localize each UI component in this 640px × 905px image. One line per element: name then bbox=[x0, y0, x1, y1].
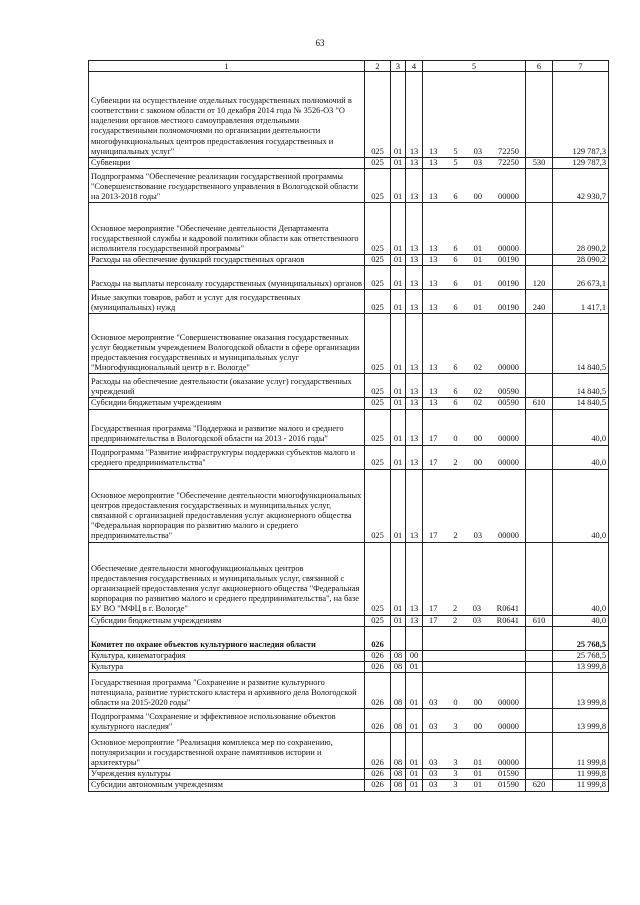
section-code-cell: 01 bbox=[391, 158, 406, 169]
target-article-part: 3 bbox=[453, 780, 458, 790]
target-article-part: 03 bbox=[473, 146, 482, 156]
target-article-part: 03 bbox=[473, 158, 482, 167]
target-article-cell bbox=[423, 158, 526, 169]
page-number: 63 bbox=[315, 38, 325, 48]
item-name-cell: Расходы на обеспечение деятельности (оказание услуг) государственных учреждений bbox=[89, 374, 365, 398]
target-article-part: 03 bbox=[429, 780, 438, 790]
expense-type-cell bbox=[526, 374, 553, 398]
amount-cell: 40,0 bbox=[553, 542, 609, 615]
amount-cell: 40,0 bbox=[553, 409, 609, 445]
section-code-cell: 08 bbox=[391, 662, 406, 673]
target-article-cell bbox=[423, 469, 526, 542]
target-article-part: 00000 bbox=[498, 531, 519, 541]
target-article-code bbox=[425, 458, 523, 468]
item-name-cell: Государственная программа "Сохранение и развитие культурного потенциала, развитие туристского кластера и архивного дела Вологодской области на 2015-2020 годы" bbox=[89, 673, 365, 709]
target-article-code bbox=[425, 255, 523, 265]
target-article-cell bbox=[423, 314, 526, 374]
expense-type-cell bbox=[526, 255, 553, 266]
subsection-code-cell: 13 bbox=[406, 615, 423, 626]
target-article-part: 5 bbox=[453, 158, 458, 167]
item-name-cell: Основное мероприятие "Обеспечение деятельности Департамента государственной службы и кадровой политики области как ответственного исполнителя государственной программы" bbox=[89, 203, 365, 255]
table-row bbox=[89, 255, 609, 266]
target-article-part: 00000 bbox=[498, 363, 519, 373]
expense-type-cell bbox=[526, 673, 553, 709]
target-article-code bbox=[425, 758, 523, 768]
item-name-cell: Основное мероприятие "Совершенствование оказания государственных услуг бюджетным учреждением Вологодской области в сфере организации предоставления государственных и муниципальных услуг "Многофункциональный центр в г. Вологде" bbox=[89, 314, 365, 374]
table-row bbox=[89, 662, 609, 673]
target-article-cell bbox=[423, 709, 526, 733]
amount-cell: 14 840,5 bbox=[553, 374, 609, 398]
table-row bbox=[89, 626, 609, 650]
target-article-part: 03 bbox=[472, 615, 482, 625]
target-article-code bbox=[425, 279, 523, 289]
table-row bbox=[89, 169, 609, 203]
amount-cell: 11 999,8 bbox=[553, 733, 609, 769]
expense-type-cell: 610 bbox=[526, 615, 553, 626]
target-article-part: 13 bbox=[429, 146, 438, 156]
target-article-cell bbox=[423, 203, 526, 255]
section-code-cell: 01 bbox=[391, 290, 406, 314]
target-article-part: 01 bbox=[473, 303, 482, 313]
target-article-code bbox=[425, 158, 523, 168]
ministry-code-cell: 025 bbox=[365, 445, 391, 469]
item-name-cell: Субвенции bbox=[89, 158, 365, 169]
table-row bbox=[89, 615, 609, 626]
amount-cell: 14 840,5 bbox=[553, 314, 609, 374]
target-article-code bbox=[425, 604, 523, 614]
header-cell: 3 bbox=[391, 61, 406, 72]
target-article-part: 00590 bbox=[498, 387, 519, 397]
target-article-part: 00000 bbox=[498, 458, 519, 468]
target-article-cell bbox=[423, 398, 526, 409]
subsection-code-cell: 13 bbox=[406, 445, 423, 469]
header-cell: 2 bbox=[365, 61, 391, 72]
subsection-code-cell: 13 bbox=[406, 290, 423, 314]
target-article-part: 6 bbox=[453, 255, 458, 265]
target-article-cell bbox=[423, 445, 526, 469]
section-code-cell: 01 bbox=[391, 266, 406, 290]
amount-cell: 129 787,3 bbox=[553, 158, 609, 169]
section-code-cell: 08 bbox=[391, 769, 406, 780]
subsection-code-cell: 01 bbox=[406, 673, 423, 709]
target-article-part: 00 bbox=[473, 434, 482, 444]
amount-cell: 40,0 bbox=[553, 469, 609, 542]
target-article-code bbox=[425, 698, 523, 708]
expense-type-cell bbox=[526, 626, 553, 650]
target-article-part: 01 bbox=[473, 758, 482, 768]
item-name-cell: Обеспечение деятельности многофункциональных центров предоставления государственных и муниципальных услуг, связанной с организацией предоставления услуг акционерного общества "Федеральная корпорация по развитию малого и среднего предпринимательства", на базе БУ ВО "МФЦ в г. Вологде" bbox=[89, 542, 365, 615]
table-row bbox=[89, 314, 609, 374]
target-article-part: 0 bbox=[453, 698, 458, 708]
table-body bbox=[89, 72, 609, 792]
target-article-part: 00190 bbox=[498, 303, 519, 313]
target-article-part: 3 bbox=[453, 758, 458, 768]
target-article-part: 00190 bbox=[498, 279, 519, 289]
section-code-cell: 01 bbox=[391, 314, 406, 374]
expense-type-cell: 610 bbox=[526, 398, 553, 409]
target-article-cell bbox=[423, 733, 526, 769]
section-code-cell: 08 bbox=[391, 650, 406, 661]
table-row bbox=[89, 290, 609, 314]
ministry-code-cell: 026 bbox=[365, 662, 391, 673]
target-article-cell bbox=[423, 266, 526, 290]
section-code-cell: 08 bbox=[391, 780, 406, 791]
table-row bbox=[89, 709, 609, 733]
target-article-part: 03 bbox=[429, 698, 438, 708]
item-name-cell: Субвенции на осуществление отдельных государственных полномочий в соответствии с законом области от 10 декабря 2014 года № 3526-ОЗ "О наделении органов местного самоуправления отдельными государственными полномочиями по организации деятельности многофункциональных центров предоставления государственных и муниципальных услуг" bbox=[89, 72, 365, 158]
header-cell: 5 bbox=[423, 61, 526, 72]
table-row bbox=[89, 266, 609, 290]
item-name-cell: Расходы на обеспечение функций государственных органов bbox=[89, 255, 365, 266]
expense-type-cell bbox=[526, 709, 553, 733]
target-article-part: 01590 bbox=[498, 769, 519, 779]
target-article-part: 00000 bbox=[498, 698, 519, 708]
target-article-part: 6 bbox=[453, 279, 458, 289]
ministry-code-cell: 025 bbox=[365, 542, 391, 615]
item-name-cell: Культура bbox=[89, 662, 365, 673]
table-row bbox=[89, 203, 609, 255]
header-cell: 6 bbox=[526, 61, 553, 72]
expense-type-cell bbox=[526, 203, 553, 255]
target-article-part: 2 bbox=[452, 604, 458, 614]
target-article-part: 03 bbox=[429, 722, 438, 732]
target-article-part: 6 bbox=[453, 192, 458, 201]
ministry-code-cell: 025 bbox=[365, 314, 391, 374]
section-code-cell: 01 bbox=[391, 72, 406, 158]
expense-type-cell: 620 bbox=[526, 780, 553, 791]
target-article-part: 03 bbox=[429, 758, 438, 768]
target-article-part: 03 bbox=[429, 769, 438, 779]
target-article-part: 13 bbox=[429, 363, 438, 373]
ministry-code-cell: 026 bbox=[365, 780, 391, 791]
target-article-part: 17 bbox=[429, 615, 438, 625]
amount-cell: 42 930,7 bbox=[553, 169, 609, 203]
section-code-cell: 01 bbox=[391, 445, 406, 469]
table-row bbox=[89, 445, 609, 469]
target-article-cell bbox=[423, 290, 526, 314]
subsection-code-cell: 13 bbox=[406, 409, 423, 445]
subsection-code-cell: 01 bbox=[406, 769, 423, 780]
ministry-code-cell: 025 bbox=[365, 158, 391, 169]
table-row bbox=[89, 409, 609, 445]
target-article-part: 00000 bbox=[498, 758, 519, 768]
header-cell: 7 bbox=[553, 61, 609, 72]
target-article-part: 0 bbox=[453, 434, 458, 444]
expense-type-cell bbox=[526, 650, 553, 661]
target-article-part: 13 bbox=[429, 255, 438, 265]
target-article-code bbox=[425, 147, 523, 157]
target-article-part: 03 bbox=[473, 531, 482, 541]
target-article-part: 72250 bbox=[498, 146, 519, 156]
target-article-part: 01 bbox=[473, 255, 482, 265]
expense-type-cell bbox=[526, 469, 553, 542]
target-article-part: 03 bbox=[472, 604, 482, 614]
target-article-part: 72250 bbox=[498, 158, 519, 167]
item-name-cell: Основное мероприятие "Обеспечение деятельности многофункциональных центров предоставления государственных и муниципальных услуг, связанной с организацией предоставления услуг акционерного общества "Федеральная корпорация по развитию малого и среднего предпринимательства" bbox=[89, 469, 365, 542]
ministry-code-cell: 025 bbox=[365, 290, 391, 314]
target-article-part: 13 bbox=[429, 158, 438, 167]
target-article-part: 2 bbox=[453, 458, 458, 468]
target-article-cell bbox=[423, 72, 526, 158]
target-article-part: 00190 bbox=[498, 255, 519, 265]
amount-cell: 25 768,5 bbox=[553, 626, 609, 650]
target-article-part: 5 bbox=[453, 146, 458, 156]
item-name-cell: Субсидии бюджетным учреждениям bbox=[89, 398, 365, 409]
table-header-row bbox=[89, 61, 609, 72]
expense-type-cell bbox=[526, 542, 553, 615]
expense-type-cell bbox=[526, 733, 553, 769]
expense-type-cell bbox=[526, 72, 553, 158]
ministry-code-cell: 026 bbox=[365, 673, 391, 709]
amount-cell: 40,0 bbox=[553, 615, 609, 626]
target-article-part: 01 bbox=[473, 244, 482, 253]
item-name-cell: Подпрограмма "Обеспечение реализации государственной программы "Совершенствование государственного управления в Вологодской области на 2013-2018 годы" bbox=[89, 169, 365, 203]
target-article-part: 13 bbox=[429, 244, 438, 253]
amount-cell: 40,0 bbox=[553, 445, 609, 469]
table-row bbox=[89, 469, 609, 542]
target-article-cell bbox=[423, 673, 526, 709]
target-article-cell bbox=[423, 769, 526, 780]
table-row bbox=[89, 769, 609, 780]
subsection-code-cell: 13 bbox=[406, 542, 423, 615]
target-article-part: 6 bbox=[453, 363, 458, 373]
subsection-code-cell: 01 bbox=[406, 662, 423, 673]
target-article-part: 00590 bbox=[498, 398, 519, 408]
expense-type-cell: 120 bbox=[526, 266, 553, 290]
table-row bbox=[89, 158, 609, 169]
section-code-cell: 08 bbox=[391, 733, 406, 769]
item-name-cell: Учреждения культуры bbox=[89, 769, 365, 780]
target-article-part: 3 bbox=[453, 769, 458, 779]
header-cell: 4 bbox=[406, 61, 423, 72]
ministry-code-cell: 025 bbox=[365, 203, 391, 255]
section-code-cell: 01 bbox=[391, 374, 406, 398]
expense-type-cell bbox=[526, 169, 553, 203]
target-article-part: 01 bbox=[473, 769, 482, 779]
target-article-code bbox=[425, 434, 523, 444]
subsection-code-cell: 13 bbox=[406, 255, 423, 266]
target-article-part: 01 bbox=[473, 780, 482, 790]
amount-cell: 26 673,1 bbox=[553, 266, 609, 290]
header-cell: 1 bbox=[89, 61, 365, 72]
section-code-cell bbox=[391, 626, 406, 650]
table-row bbox=[89, 733, 609, 769]
target-article-part: 02 bbox=[473, 398, 482, 408]
target-article-part: 13 bbox=[429, 387, 438, 397]
item-name-cell: Культура, кинематография bbox=[89, 650, 365, 661]
target-article-part: 00000 bbox=[498, 192, 519, 201]
table-row bbox=[89, 374, 609, 398]
subsection-code-cell: 13 bbox=[406, 169, 423, 203]
section-code-cell: 01 bbox=[391, 169, 406, 203]
ministry-code-cell: 025 bbox=[365, 469, 391, 542]
budget-table bbox=[88, 60, 609, 792]
target-article-cell bbox=[423, 615, 526, 626]
ministry-code-cell: 025 bbox=[365, 266, 391, 290]
amount-cell: 1 417,1 bbox=[553, 290, 609, 314]
ministry-code-cell: 026 bbox=[365, 626, 391, 650]
target-article-code bbox=[425, 303, 523, 313]
target-article-part: R0641 bbox=[496, 604, 519, 614]
target-article-part: 17 bbox=[429, 458, 438, 468]
table-row bbox=[89, 650, 609, 661]
amount-cell: 14 840,5 bbox=[553, 398, 609, 409]
subsection-code-cell: 00 bbox=[406, 650, 423, 661]
target-article-cell bbox=[423, 626, 526, 650]
subsection-code-cell: 01 bbox=[406, 709, 423, 733]
target-article-part: 6 bbox=[453, 398, 458, 408]
expense-type-cell: 240 bbox=[526, 290, 553, 314]
target-article-part: 6 bbox=[453, 387, 458, 397]
expense-type-cell bbox=[526, 769, 553, 780]
subsection-code-cell: 13 bbox=[406, 469, 423, 542]
amount-cell: 28 090,2 bbox=[553, 203, 609, 255]
target-article-part: 13 bbox=[429, 192, 438, 201]
ministry-code-cell: 026 bbox=[365, 769, 391, 780]
target-article-code bbox=[425, 769, 523, 779]
ministry-code-cell: 025 bbox=[365, 615, 391, 626]
target-article-code bbox=[425, 387, 523, 397]
subsection-code-cell: 13 bbox=[406, 72, 423, 158]
item-name-cell: Субсидии бюджетным учреждениям bbox=[89, 615, 365, 626]
target-article-part: 00000 bbox=[498, 722, 519, 732]
section-code-cell: 01 bbox=[391, 255, 406, 266]
target-article-part: 02 bbox=[473, 363, 482, 373]
item-name-cell: Основное мероприятие "Реализация комплекса мер по сохранению, популяризации и государственной охране памятников истории и архитектуры" bbox=[89, 733, 365, 769]
subsection-code-cell: 13 bbox=[406, 374, 423, 398]
target-article-part: 01 bbox=[473, 279, 482, 289]
section-code-cell: 01 bbox=[391, 469, 406, 542]
target-article-code bbox=[425, 192, 523, 202]
subsection-code-cell: 01 bbox=[406, 733, 423, 769]
section-code-cell: 01 bbox=[391, 409, 406, 445]
ministry-code-cell: 026 bbox=[365, 709, 391, 733]
section-code-cell: 01 bbox=[391, 398, 406, 409]
item-name-cell: Субсидии автономным учреждениям bbox=[89, 780, 365, 791]
target-article-part: 2 bbox=[452, 615, 458, 625]
amount-cell: 28 090,2 bbox=[553, 255, 609, 266]
section-code-cell: 01 bbox=[391, 615, 406, 626]
target-article-part: 00 bbox=[473, 722, 482, 732]
target-article-part: 17 bbox=[429, 604, 438, 614]
target-article-part: 01590 bbox=[498, 780, 519, 790]
section-code-cell: 08 bbox=[391, 673, 406, 709]
target-article-part: 6 bbox=[453, 244, 458, 253]
target-article-code bbox=[425, 363, 523, 373]
section-code-cell: 08 bbox=[391, 709, 406, 733]
target-article-part: 17 bbox=[429, 531, 438, 541]
target-article-cell bbox=[423, 255, 526, 266]
target-article-part: 13 bbox=[429, 303, 438, 313]
item-name-cell: Подпрограмма "Сохранение и эффективное использование объектов культурного наследия" bbox=[89, 709, 365, 733]
ministry-code-cell: 026 bbox=[365, 650, 391, 661]
target-article-cell bbox=[423, 662, 526, 673]
table-row bbox=[89, 673, 609, 709]
subsection-code-cell: 13 bbox=[406, 158, 423, 169]
target-article-code bbox=[425, 398, 523, 408]
target-article-cell bbox=[423, 542, 526, 615]
target-article-part: 00000 bbox=[498, 434, 519, 444]
subsection-code-cell: 13 bbox=[406, 203, 423, 255]
ministry-code-cell: 025 bbox=[365, 398, 391, 409]
table-row bbox=[89, 72, 609, 158]
target-article-part: 02 bbox=[473, 387, 482, 397]
ministry-code-cell: 026 bbox=[365, 733, 391, 769]
ministry-code-cell: 025 bbox=[365, 72, 391, 158]
ministry-code-cell: 025 bbox=[365, 169, 391, 203]
target-article-cell bbox=[423, 409, 526, 445]
target-article-code bbox=[425, 244, 523, 254]
section-code-cell: 01 bbox=[391, 203, 406, 255]
target-article-code bbox=[425, 531, 523, 541]
target-article-cell bbox=[423, 169, 526, 203]
amount-cell: 11 999,8 bbox=[553, 780, 609, 791]
amount-cell: 13 999,8 bbox=[553, 709, 609, 733]
section-code-cell: 01 bbox=[391, 542, 406, 615]
target-article-code bbox=[425, 780, 523, 790]
expense-type-cell bbox=[526, 662, 553, 673]
target-article-part: 00 bbox=[473, 698, 482, 708]
target-article-cell bbox=[423, 650, 526, 661]
item-name-cell: Комитет по охране объектов культурного наследия области bbox=[89, 626, 365, 650]
amount-cell: 11 999,8 bbox=[553, 769, 609, 780]
expense-type-cell bbox=[526, 445, 553, 469]
table-row bbox=[89, 542, 609, 615]
target-article-code bbox=[425, 616, 523, 626]
subsection-code-cell: 13 bbox=[406, 398, 423, 409]
subsection-code-cell: 13 bbox=[406, 314, 423, 374]
ministry-code-cell: 025 bbox=[365, 255, 391, 266]
target-article-part: 00 bbox=[473, 458, 482, 468]
amount-cell: 25 768,5 bbox=[553, 650, 609, 661]
table-row bbox=[89, 398, 609, 409]
expense-type-cell bbox=[526, 409, 553, 445]
target-article-part: 6 bbox=[453, 303, 458, 313]
target-article-part: 13 bbox=[429, 279, 438, 289]
target-article-part: 00 bbox=[473, 192, 482, 201]
table-row bbox=[89, 780, 609, 791]
target-article-part: 00000 bbox=[498, 244, 519, 253]
expense-type-cell: 530 bbox=[526, 158, 553, 169]
item-name-cell: Расходы на выплаты персоналу государственных (муниципальных) органов bbox=[89, 266, 365, 290]
target-article-cell bbox=[423, 780, 526, 791]
target-article-part: 17 bbox=[429, 434, 438, 444]
item-name-cell: Государственная программа "Поддержка и развитие малого и среднего предпринимательства в Вологодской области на 2013 - 2016 годы" bbox=[89, 409, 365, 445]
target-article-part: 13 bbox=[429, 398, 438, 408]
subsection-code-cell: 01 bbox=[406, 780, 423, 791]
item-name-cell: Подпрограмма "Развитие инфраструктуры поддержки субъектов малого и среднего предпринимательства" bbox=[89, 445, 365, 469]
amount-cell: 129 787,3 bbox=[553, 72, 609, 158]
subsection-code-cell bbox=[406, 626, 423, 650]
target-article-part: 2 bbox=[453, 531, 458, 541]
item-name-cell: Иные закупки товаров, работ и услуг для государственных (муниципальных) нужд bbox=[89, 290, 365, 314]
subsection-code-cell: 13 bbox=[406, 266, 423, 290]
expense-type-cell bbox=[526, 314, 553, 374]
amount-cell: 13 999,8 bbox=[553, 673, 609, 709]
target-article-code bbox=[425, 722, 523, 732]
ministry-code-cell: 025 bbox=[365, 374, 391, 398]
ministry-code-cell: 025 bbox=[365, 409, 391, 445]
target-article-part: 3 bbox=[453, 722, 458, 732]
amount-cell: 13 999,8 bbox=[553, 662, 609, 673]
target-article-part: R0641 bbox=[496, 615, 519, 625]
target-article-cell bbox=[423, 374, 526, 398]
